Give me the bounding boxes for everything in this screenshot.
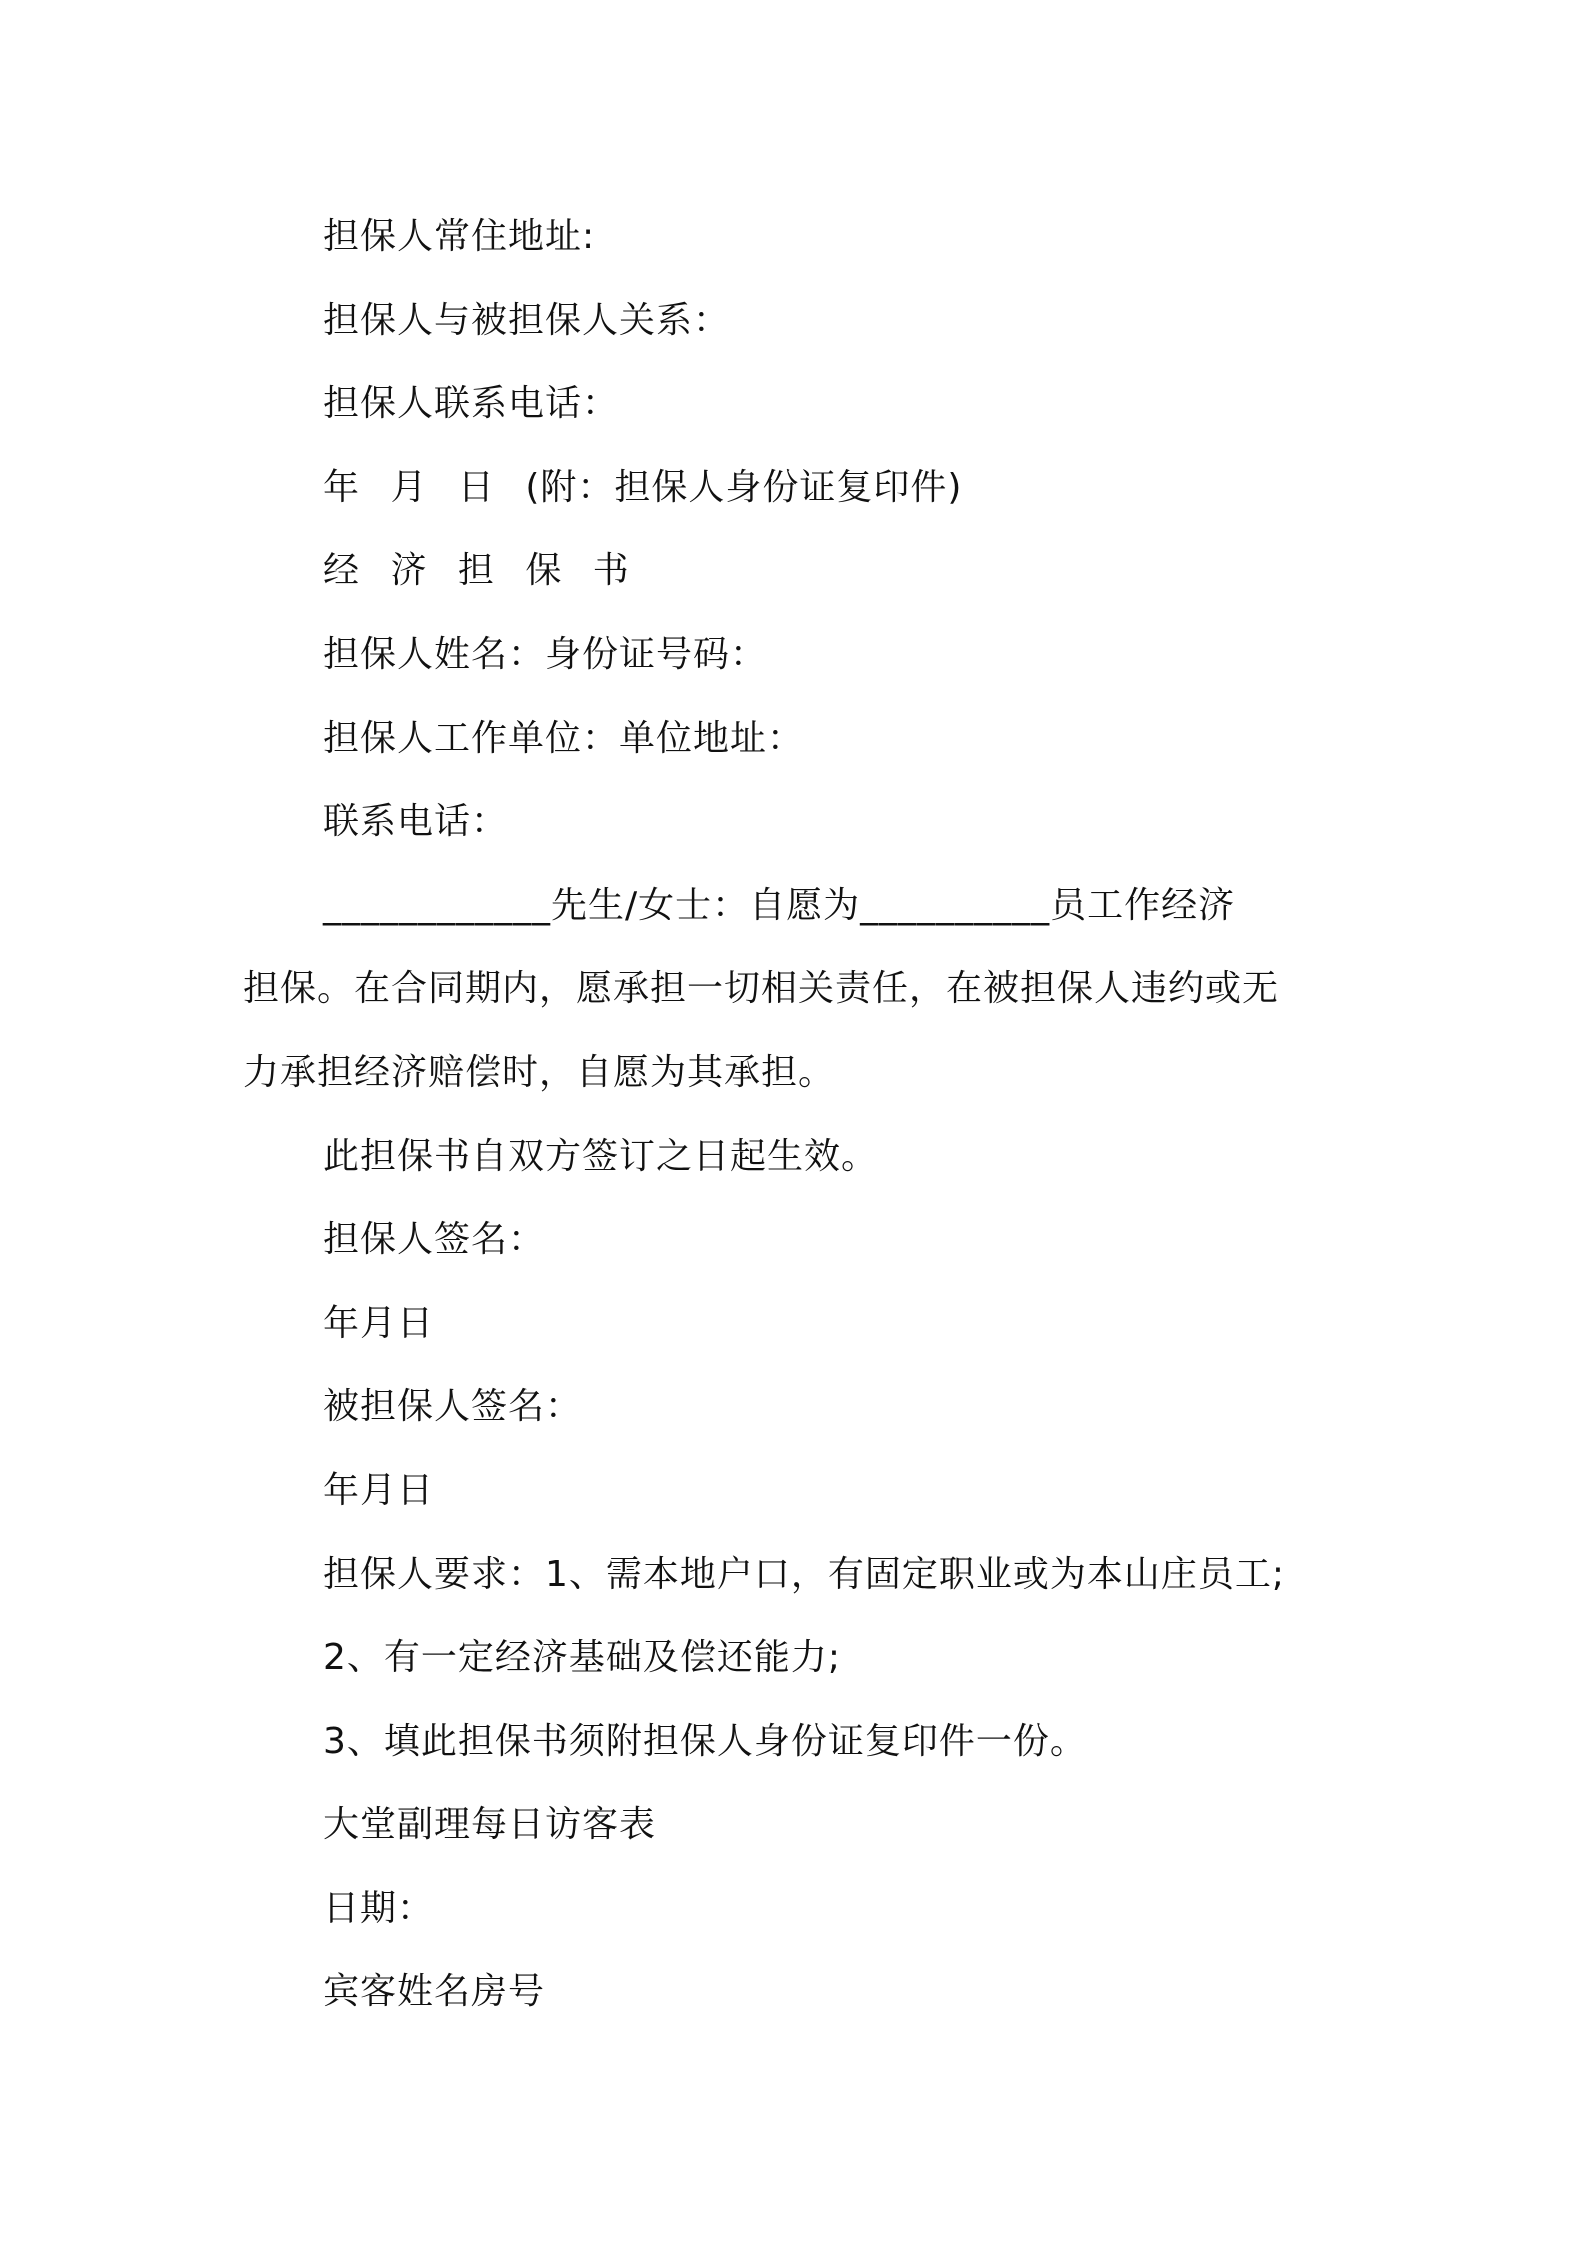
requirement-1: 担保人要求：1、需本地户口，有固定职业或为本山庄员工; xyxy=(323,1553,1286,1595)
guaranteed-date-label: 年月日 xyxy=(323,1469,435,1511)
guarantee-paragraph-line-2: 担保。在合同期内，愿承担一切相关责任，在被担保人违约或无 xyxy=(243,968,1280,1010)
guarantor-date-label: 年月日 xyxy=(323,1302,435,1344)
effective-date-statement: 此担保书自双方签订之日起生效。 xyxy=(323,1135,879,1177)
document-body xyxy=(243,195,1358,2034)
section-title: 经 济 担 保 书 xyxy=(323,550,630,592)
guarantee-paragraph-line-3: 力承担经济赔偿时，自愿为其承担。 xyxy=(243,1051,836,1093)
guest-name-room-label: 宾客姓名房号 xyxy=(323,1971,546,2013)
visitor-date-label: 日期： xyxy=(323,1887,435,1929)
guarantor-name-id-label: 担保人姓名：身份证号码： xyxy=(323,633,768,675)
guarantee-paragraph-line-1: ____________先生/女士：自愿为__________员工作经济 xyxy=(323,884,1236,926)
guarantor-address-label: 担保人常住地址: xyxy=(323,216,596,257)
requirement-2: 2、有一定经济基础及偿还能力; xyxy=(323,1637,842,1679)
date-attachment-note: 年 月 日 (附：担保人身份证复印件) xyxy=(323,466,963,508)
contact-phone-label: 联系电话： xyxy=(323,801,509,843)
guarantor-workplace-label: 担保人工作单位：单位地址： xyxy=(323,717,805,759)
guaranteed-signature-label: 被担保人签名： xyxy=(323,1386,583,1428)
guarantor-relationship-label: 担保人与被担保人关系： xyxy=(323,299,731,341)
visitor-table-title: 大堂副理每日访客表 xyxy=(323,1804,657,1846)
requirement-3: 3、填此担保书须附担保人身份证复印件一份。 xyxy=(323,1720,1087,1762)
guarantor-phone-label: 担保人联系电话： xyxy=(323,383,620,425)
guarantor-signature-label: 担保人签名： xyxy=(323,1219,546,1261)
